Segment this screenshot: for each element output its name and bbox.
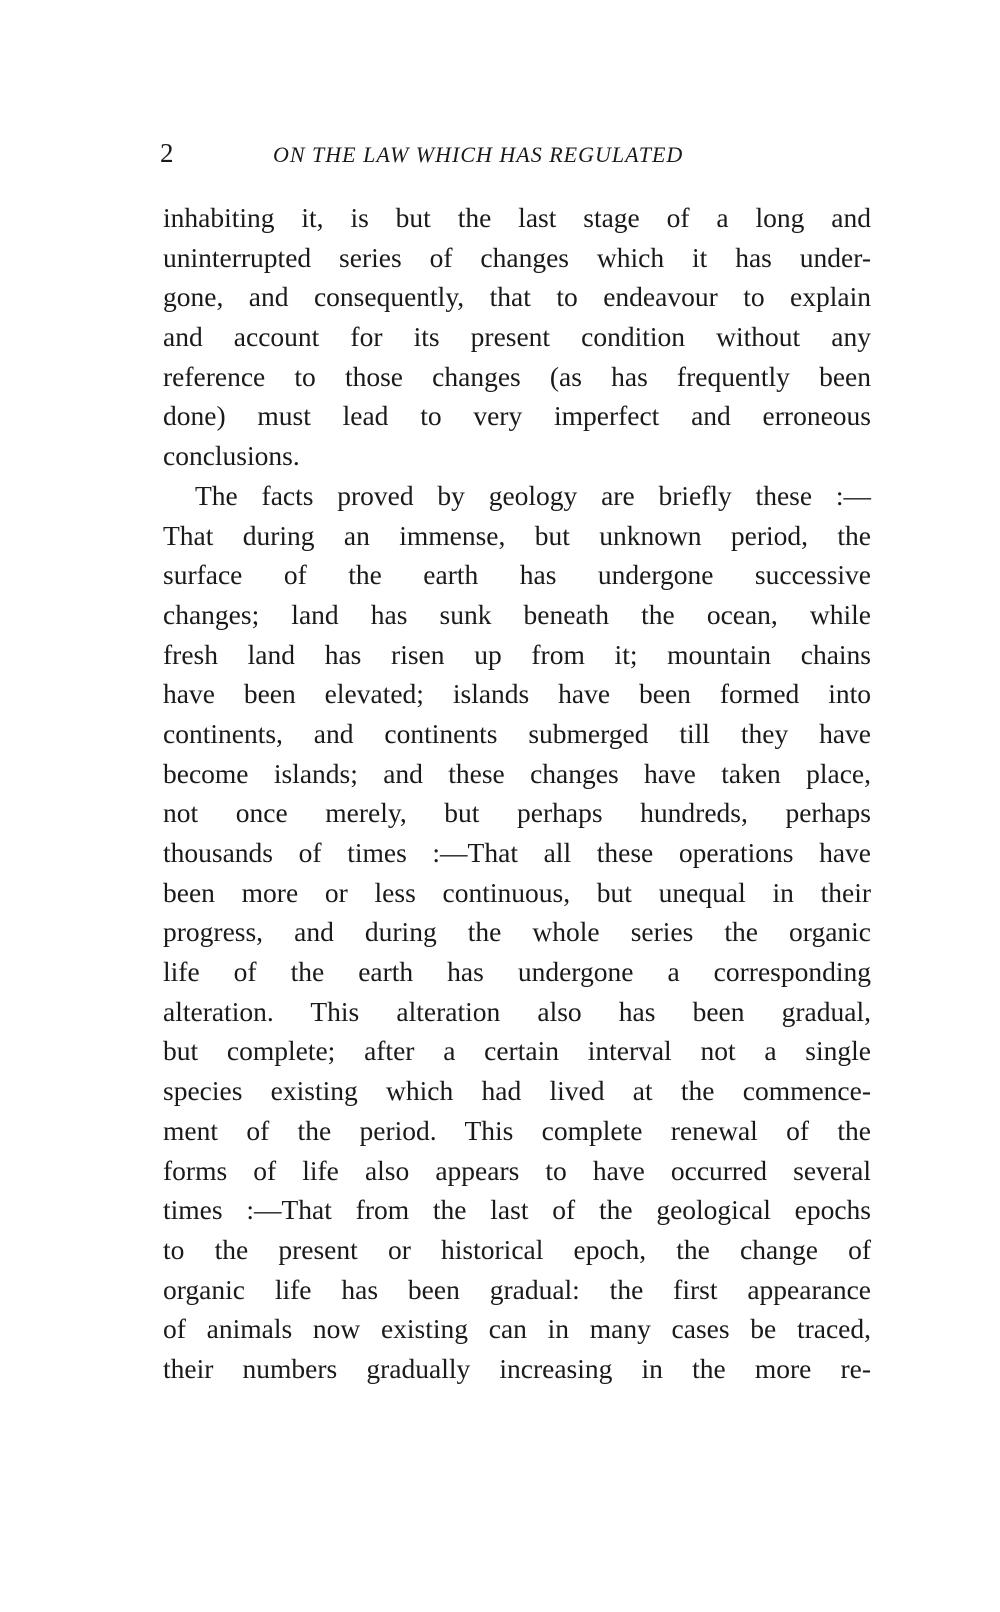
text-line: continents, and continents submerged till they have xyxy=(163,717,871,749)
text-line: ment of the period. This complete renewal of the xyxy=(163,1114,871,1146)
text-line: thousands of times :—That all these operations have xyxy=(163,837,871,868)
text-line: changes; land has sunk beneath the ocean, while xyxy=(163,598,871,630)
text-line: become islands; and these changes have taken place, xyxy=(163,757,871,789)
text-line: life of the earth has undergone a corresponding xyxy=(163,956,871,988)
text-line: not once merely, but perhaps hundreds, perhaps xyxy=(163,797,871,829)
text-line: progress, and during the whole series the organic xyxy=(163,916,871,948)
text-line: gone, and consequently, that to endeavour to explain xyxy=(163,281,871,313)
text-line: been more or less continuous, but unequal in their xyxy=(163,876,871,908)
text-line: and account for its present condition without any xyxy=(163,321,871,353)
text-line: times :—That from the last of the geological epochs xyxy=(163,1194,871,1226)
paragraph xyxy=(163,476,871,1389)
running-head: ON THE LAW WHICH HAS REGULATED xyxy=(273,142,684,167)
paragraph xyxy=(163,198,871,476)
text-line: The facts proved by geology are briefly these :— xyxy=(195,479,871,511)
text-line: surface of the earth has undergone successive xyxy=(163,559,871,591)
page-header xyxy=(160,138,770,178)
text-line: to the present or historical epoch, the change of xyxy=(163,1233,871,1265)
body-text xyxy=(163,198,871,1389)
text-line: organic life has been gradual: the first appearance xyxy=(163,1273,871,1305)
text-line: done) must lead to very imperfect and erroneous xyxy=(163,400,871,432)
text-line: species existing which had lived at the commence- xyxy=(163,1075,871,1107)
text-line: have been elevated; islands have been formed into xyxy=(163,678,871,710)
text-line: inhabiting it, is but the last stage of a long and xyxy=(163,202,871,233)
text-line: reference to those changes (as has frequently been xyxy=(163,360,871,392)
text-line: of animals now existing can in many cases be traced, xyxy=(163,1313,871,1345)
text-line: conclusions. xyxy=(163,440,300,472)
text-line: their numbers gradually increasing in the more re- xyxy=(163,1352,871,1384)
text-line: but complete; after a certain interval not a single xyxy=(163,1035,871,1067)
text-line: alteration. This alteration also has been gradual, xyxy=(163,995,871,1027)
text-line: forms of life also appears to have occurred several xyxy=(163,1154,871,1186)
page-number: 2 xyxy=(160,138,174,168)
text-line: That during an immense, but unknown period, the xyxy=(163,519,871,551)
text-line: uninterrupted series of changes which it has under- xyxy=(163,241,871,273)
text-line: fresh land has risen up from it; mountain chains xyxy=(163,638,871,670)
